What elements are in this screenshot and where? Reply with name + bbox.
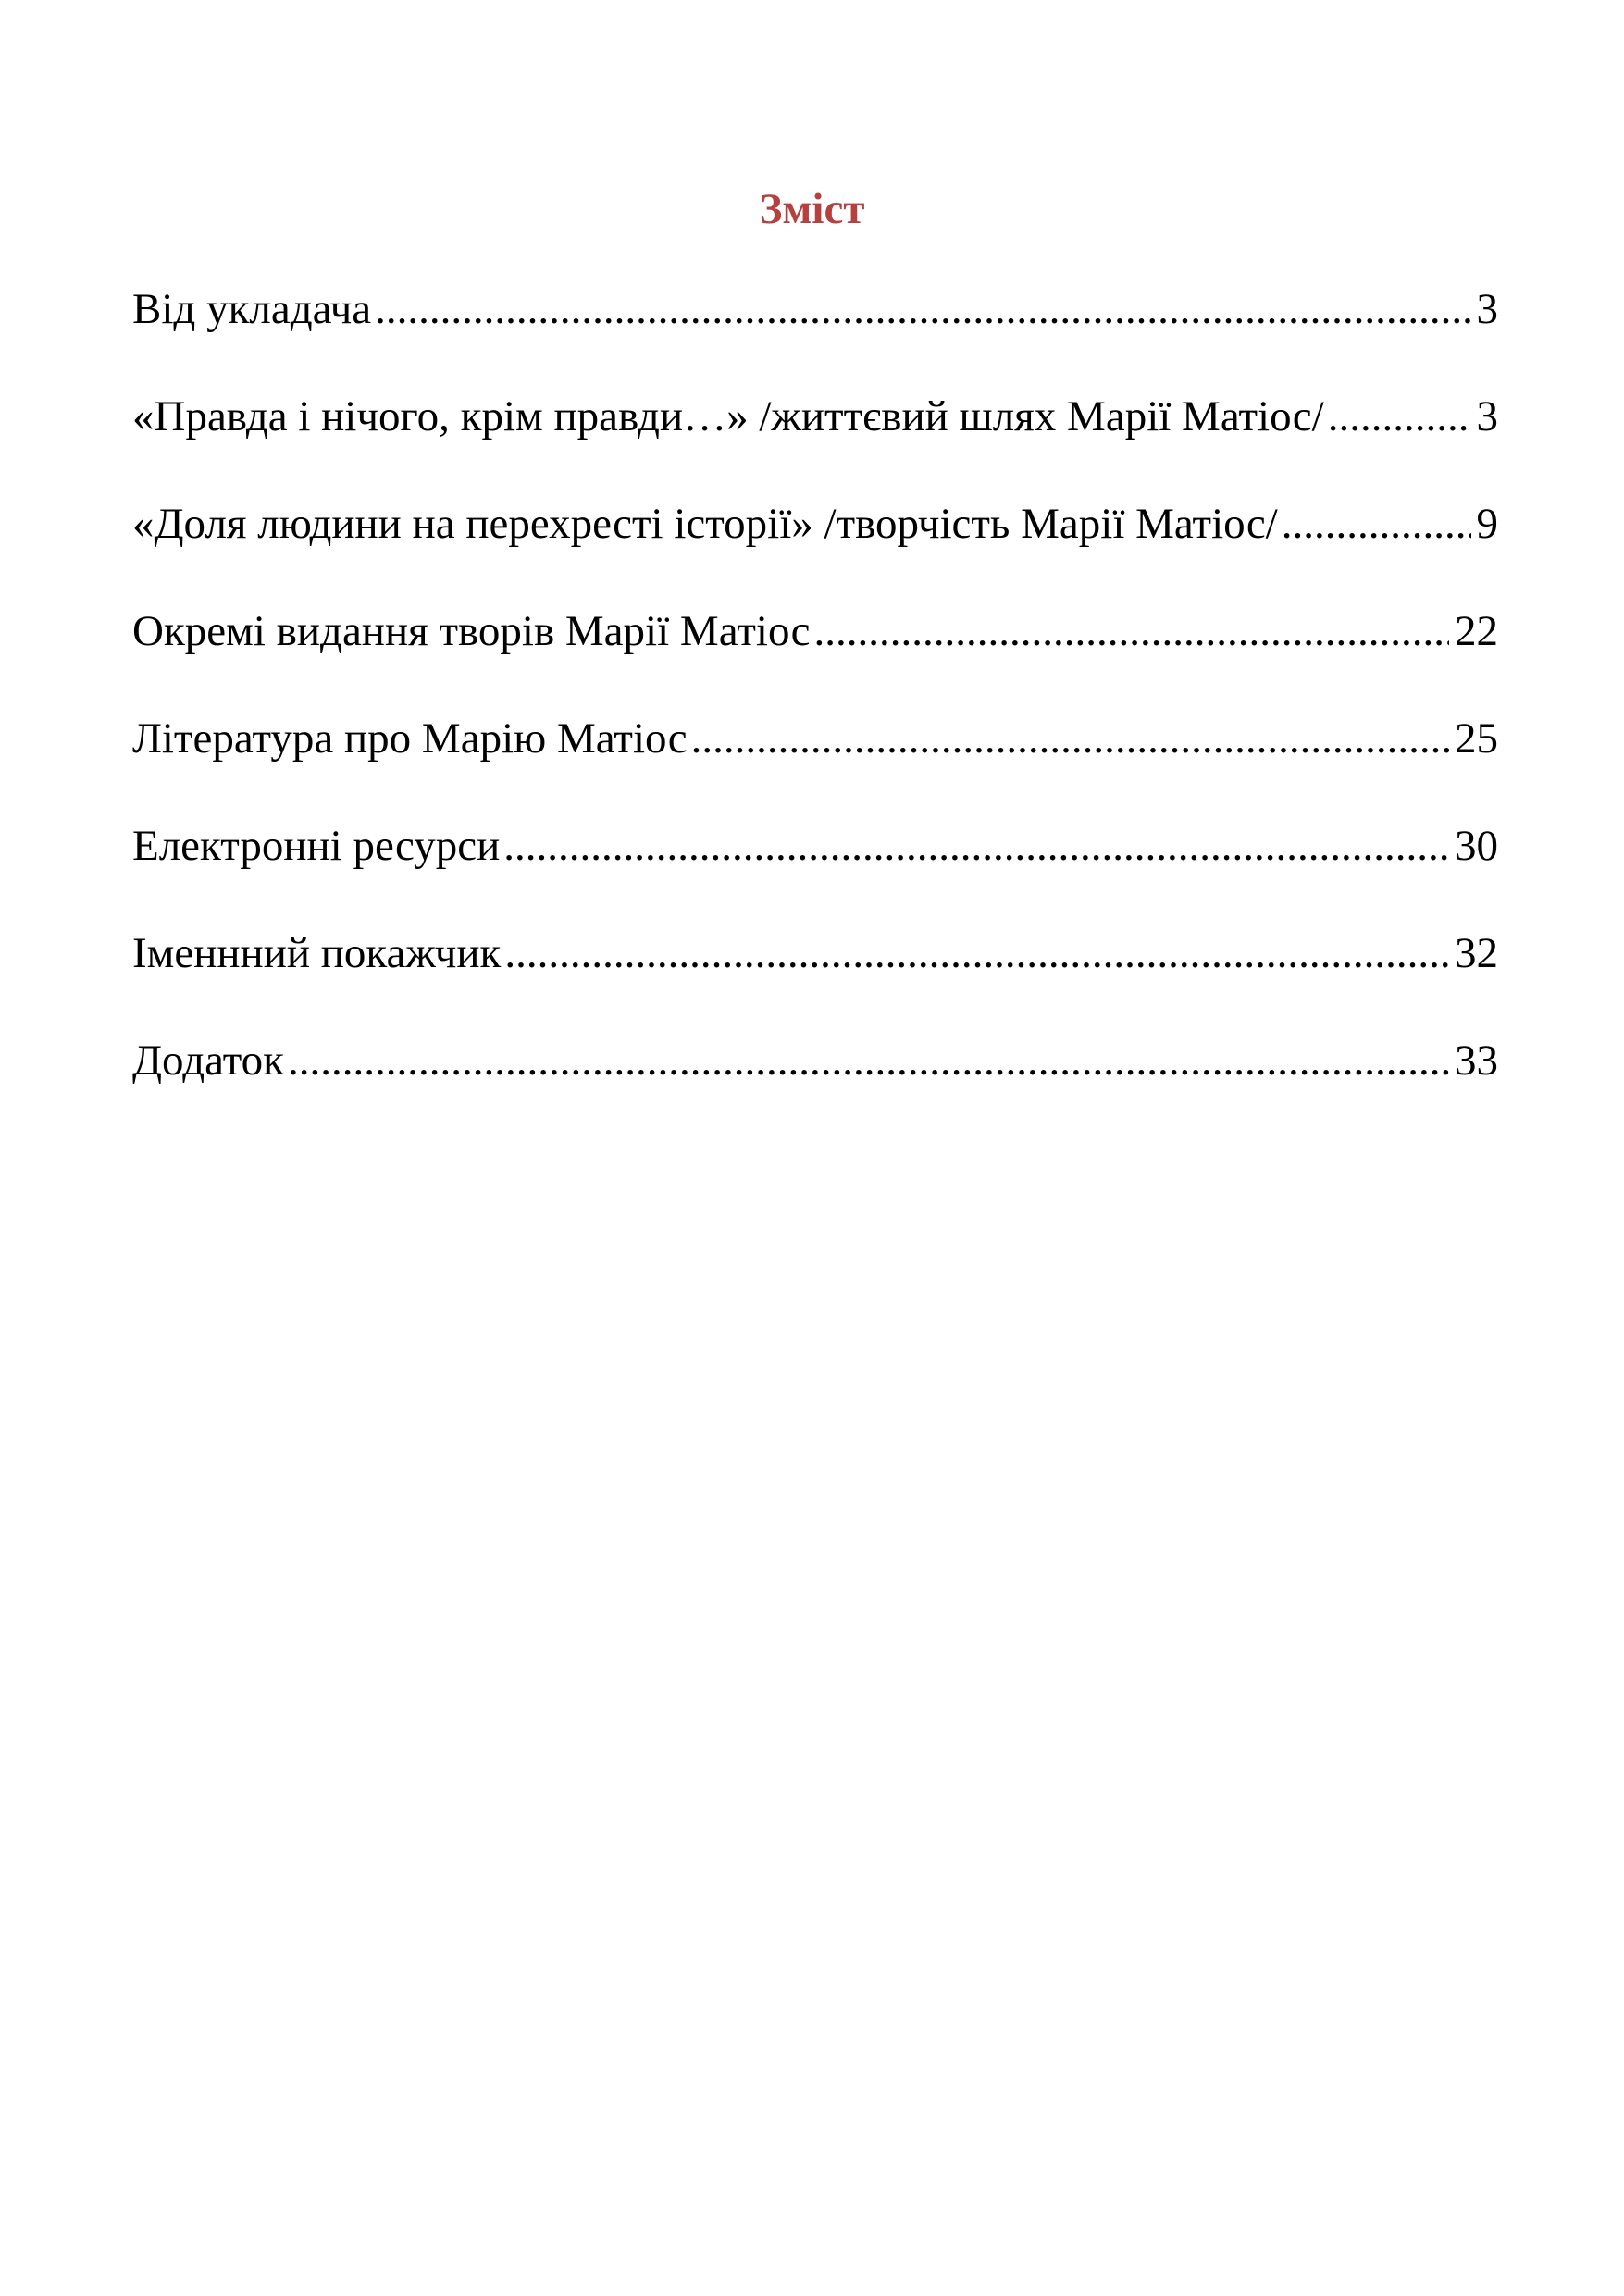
toc-entry-title: Іменнний покажчик (132, 929, 502, 977)
toc-entry[interactable] (132, 496, 1498, 603)
toc-list (132, 281, 1498, 1140)
toc-dot-leader (691, 711, 1449, 766)
toc-page-number: 33 (1455, 1036, 1498, 1085)
toc-page-number: 25 (1455, 714, 1498, 763)
toc-entry-title: Додаток (132, 1036, 285, 1085)
toc-page-number: 30 (1455, 822, 1498, 870)
toc-title: Зміст (759, 185, 865, 233)
toc-entry[interactable] (132, 281, 1498, 389)
toc-dot-leader (288, 1033, 1449, 1088)
toc-entry[interactable] (132, 389, 1498, 496)
toc-dot-leader (375, 281, 1470, 337)
toc-page-number: 3 (1476, 285, 1498, 333)
toc-entry-title: Література про Марію Матіос (132, 714, 688, 763)
toc-entry-title: «Правда і нічого, крім правди…» /життєвий шлях Марії Матіос/ (132, 392, 1324, 441)
toc-entry-title: Від укладача (132, 285, 372, 333)
toc-entry[interactable] (132, 711, 1498, 818)
toc-entry[interactable] (132, 603, 1498, 711)
toc-dot-leader (503, 818, 1449, 874)
toc-page-number: 9 (1476, 500, 1498, 548)
toc-dot-leader (1328, 389, 1471, 444)
toc-entry-title: Електронні ресурси (132, 822, 501, 870)
toc-page-number: 3 (1476, 392, 1498, 441)
toc-page-number: 22 (1455, 607, 1498, 655)
toc-dot-leader (504, 925, 1449, 981)
toc-dot-leader (813, 603, 1449, 659)
toc-entry-title: Окремі видання творів Марії Матіос (132, 607, 811, 655)
toc-entry[interactable] (132, 925, 1498, 1033)
toc-entry[interactable] (132, 1033, 1498, 1140)
toc-entry-title: «Доля людини на перехресті історії» /творчість Марії Матіос/ (132, 500, 1278, 548)
toc-page-number: 32 (1455, 929, 1498, 977)
toc-entry[interactable] (132, 818, 1498, 925)
toc-dot-leader (1282, 496, 1471, 552)
